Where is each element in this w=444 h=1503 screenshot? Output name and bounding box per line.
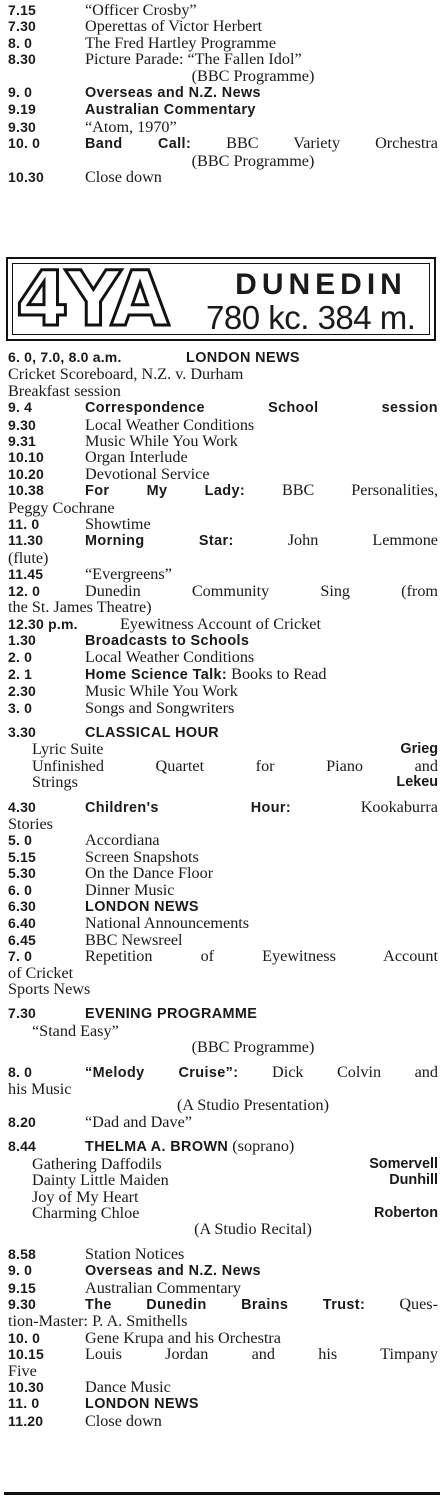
listing-entry <box>8 349 438 366</box>
time: 8.30 <box>8 51 37 68</box>
listing-entry <box>8 1330 438 1346</box>
programme-continued: Stories <box>8 814 53 833</box>
work-row <box>8 774 438 790</box>
programme-continued: his Music <box>8 1080 72 1099</box>
listing-entry <box>8 18 438 34</box>
previous-station-listings <box>8 2 438 185</box>
time: 9.30 <box>8 416 37 433</box>
listing-entry <box>8 466 438 482</box>
time: 12.30 p.m. <box>8 615 78 632</box>
programme-continued: Sports News <box>8 980 91 999</box>
programme-note: (BBC Programme) <box>191 66 315 85</box>
listing-entry <box>8 683 438 699</box>
programme: On the Dance Floor <box>85 864 214 883</box>
time: 5.30 <box>8 865 37 882</box>
time: 11. 0 <box>8 1395 40 1412</box>
time: 7.30 <box>8 18 37 35</box>
programme-title: Morning Star: <box>85 533 234 550</box>
programme: Ques- <box>399 1294 438 1313</box>
listing-entry <box>8 632 438 649</box>
listing-entry <box>8 84 438 101</box>
programme: BBC Variety Orchestra <box>226 134 438 153</box>
listing-entry <box>8 1246 438 1262</box>
programme-continued: (flute) <box>8 548 49 567</box>
listing-entry <box>8 865 438 881</box>
programme-title: LONDON NEWS <box>85 899 199 915</box>
programme: “Officer Crosby” <box>85 1 197 19</box>
listing-entry <box>8 1379 438 1395</box>
composer: Lekeu <box>396 774 438 791</box>
time: 6.45 <box>8 931 37 948</box>
time: 11.20 <box>8 1412 44 1429</box>
programme-continued: tion-Master: P. A. Smithells <box>8 1312 188 1331</box>
programme: Picture Parade: “The Fallen Idol” <box>85 50 302 69</box>
listing-entry <box>8 1413 438 1429</box>
listing-entry <box>8 135 438 169</box>
column-end-rule <box>4 1492 440 1495</box>
programme-title: Broadcasts to Schools <box>85 632 250 649</box>
programme-title: CLASSICAL HOUR <box>85 724 220 741</box>
programme: Close down <box>85 168 162 187</box>
time: 10.15 <box>8 1346 45 1363</box>
time: 7.15 <box>8 2 37 18</box>
listing-entry <box>8 932 438 948</box>
programme: The Fred Hartley Programme <box>85 33 277 52</box>
programme: Dance Music <box>85 1377 171 1396</box>
time: 10.38 <box>8 482 45 499</box>
time: 10.20 <box>8 465 45 482</box>
listing-entry <box>8 1296 438 1330</box>
programme: Louis Jordan and his Timpany <box>85 1345 438 1364</box>
work-title: Lyric Suite <box>32 740 104 759</box>
listing-entry <box>8 1395 438 1412</box>
time: 4.30 <box>8 798 37 815</box>
programme: Songs and Songwriters <box>85 698 235 717</box>
time: 12. 0 <box>8 582 41 599</box>
station-frequency: 780 kc. 384 m. <box>206 299 416 336</box>
composer: Grieg <box>400 741 438 758</box>
work-row <box>8 758 438 774</box>
programme: Dunedin Community Sing (from <box>85 581 438 600</box>
listing-entry <box>8 1280 438 1296</box>
time: 6.30 <box>8 898 37 914</box>
time: 11. 0 <box>8 516 40 533</box>
programme-title: Home Science Talk: <box>85 666 228 683</box>
listing-entry <box>8 1346 438 1379</box>
listing-entry <box>8 832 438 848</box>
programme-note: (BBC Programme) <box>191 151 315 170</box>
time: 10.30 <box>8 169 45 186</box>
programme: Devotional Service <box>85 464 210 483</box>
listing-entry <box>8 119 438 135</box>
programme-title: Australian Commentary <box>85 102 256 119</box>
time: 6.40 <box>8 915 37 932</box>
time: 9.30 <box>8 118 37 135</box>
programme: Gene Krupa and his Orchestra <box>85 1328 281 1347</box>
time: 5.15 <box>8 848 37 865</box>
work-row <box>8 741 438 757</box>
programme-continued: the St. James Theatre) <box>8 598 152 617</box>
programme: Music While You Work <box>85 432 238 451</box>
programme: John Lemmone <box>287 531 438 550</box>
listing-entry <box>8 948 438 997</box>
programme-continued: of Cricket <box>8 963 74 982</box>
time: 6. 0 <box>8 881 33 898</box>
listing-entry <box>8 516 438 532</box>
programme: BBC Newsreel <box>85 930 183 949</box>
time: 2. 0 <box>8 649 33 666</box>
programme: “Evergreens” <box>85 565 172 584</box>
listing-entry <box>8 1114 438 1130</box>
work-title: Gathering Daffodils <box>32 1154 162 1173</box>
time: 8. 0 <box>8 1063 33 1080</box>
listing-entry <box>8 799 438 833</box>
work-title: Dainty Little Maiden <box>32 1171 169 1190</box>
work-row <box>8 1156 438 1172</box>
listing-entry <box>8 666 438 683</box>
programme-title: Children's Hour: <box>85 799 292 816</box>
time: 8.44 <box>8 1138 37 1155</box>
programme: Dinner Music <box>85 880 175 899</box>
listing-entry <box>8 169 438 185</box>
programme-title: Overseas and N.Z. News <box>85 1263 261 1280</box>
programme-note: (A Studio Presentation) <box>177 1096 329 1115</box>
work-title: Unfinished Quartet for Piano and <box>32 756 438 775</box>
listing-entry <box>8 915 438 931</box>
station-city: DUNEDIN <box>235 268 407 301</box>
programme: Breakfast session <box>8 381 121 400</box>
time: 3.30 <box>8 723 37 740</box>
programme: Operettas of Victor Herbert <box>85 17 263 36</box>
listing-entry <box>8 399 438 416</box>
time: 2.30 <box>8 683 37 700</box>
listing-entry <box>8 417 438 433</box>
programme: Showtime <box>85 515 151 534</box>
programme-note: (BBC Programme) <box>191 1038 315 1057</box>
programme: “Atom, 1970” <box>85 117 177 136</box>
time: 8. 0 <box>8 34 33 51</box>
listing-entry <box>8 724 438 791</box>
listing-entry <box>8 1262 438 1279</box>
programme: Dick Colvin and <box>272 1062 438 1081</box>
programme-note: (A Studio Recital) <box>194 1220 312 1239</box>
work-row <box>8 1172 438 1188</box>
programme: Kookaburra <box>360 797 438 816</box>
listing-entry <box>8 532 438 566</box>
listing-entry <box>8 1138 438 1237</box>
listing-entry <box>8 583 438 616</box>
listing-entry <box>8 366 438 382</box>
work-title: Strings <box>32 773 78 792</box>
time: 9.31 <box>8 433 37 450</box>
time: 10.30 <box>8 1378 45 1395</box>
programme-title: Correspondence School session <box>85 400 438 417</box>
programme: Local Weather Conditions <box>85 415 255 434</box>
time: 10. 0 <box>8 1329 41 1346</box>
listing-entry <box>8 35 438 51</box>
time: 6. 0, 7.0, 8.0 a.m. <box>8 349 122 365</box>
time: 11.30 <box>8 532 44 549</box>
listing-entry <box>8 383 438 399</box>
listing-entry <box>8 101 438 118</box>
listing-entry <box>8 898 438 915</box>
programme: Repetition of Eyewitness Account <box>85 947 438 966</box>
programme: Accordiana <box>85 831 160 850</box>
programme-title: Overseas and N.Z. News <box>85 85 261 102</box>
work-row <box>8 1205 438 1221</box>
programme: Station Notices <box>85 1244 185 1263</box>
work-title: Joy of My Heart <box>32 1187 139 1206</box>
listing-entry <box>8 2 438 18</box>
programme-title: The Dunedin Brains Trust: <box>85 1296 366 1313</box>
listing-entry <box>8 433 438 449</box>
composer: Somervell <box>369 1155 438 1172</box>
time: 7. 0 <box>8 948 33 965</box>
programme: (soprano) <box>232 1137 295 1156</box>
time: 7.30 <box>8 1005 37 1022</box>
listing-entry <box>8 1064 438 1114</box>
programme-title: “Melody Cruise”: <box>85 1064 239 1081</box>
time: 5. 0 <box>8 832 33 849</box>
time: 11.45 <box>8 566 44 583</box>
time: 9. 4 <box>8 399 33 416</box>
time: 10.10 <box>8 449 45 466</box>
listing-entry <box>8 649 438 665</box>
time: 1.30 <box>8 631 37 648</box>
time: 9. 0 <box>8 84 33 101</box>
time: 9.30 <box>8 1295 37 1312</box>
programme: Organ Interlude <box>85 448 188 467</box>
listing-entry <box>8 566 438 582</box>
station-banner <box>6 254 436 343</box>
programme-title: LONDON NEWS <box>85 1396 199 1413</box>
programme: National Announcements <box>85 914 250 933</box>
programme-title: LONDON NEWS <box>186 350 300 366</box>
programme: “Dad and Dave” <box>85 1112 192 1131</box>
station-listings <box>8 349 438 1429</box>
programme: BBC Personalities, <box>281 481 438 500</box>
work-title: Charming Chloe <box>32 1203 140 1222</box>
listing-entry <box>8 51 438 84</box>
programme-continued: Peggy Cochrane <box>8 498 115 517</box>
time: 3. 0 <box>8 699 33 716</box>
listing-entry <box>8 700 438 716</box>
programme: Music While You Work <box>85 682 238 701</box>
listing-entry <box>8 449 438 465</box>
programme: Local Weather Conditions <box>85 648 255 667</box>
programme-title: Band Call: <box>85 136 192 153</box>
time: 2. 1 <box>8 665 33 682</box>
time: 8.20 <box>8 1113 37 1130</box>
listing-entry <box>8 1005 438 1055</box>
programme: Eyewitness Account of Cricket <box>120 614 321 633</box>
time: 9. 0 <box>8 1262 33 1279</box>
work-row <box>8 1189 438 1205</box>
time: 10. 0 <box>8 135 41 152</box>
programme: “Stand Easy” <box>32 1021 119 1040</box>
programme: Books to Read <box>231 664 327 683</box>
listing-entry <box>8 482 438 516</box>
programme-continued: Five <box>8 1361 37 1380</box>
composer: Dunhill <box>389 1172 438 1189</box>
listing-entry <box>8 849 438 865</box>
time: 9.15 <box>8 1279 37 1296</box>
programme: Cricket Scoreboard, N.Z. v. Durham <box>8 365 244 384</box>
listing-entry <box>8 616 438 632</box>
station-callsign: 4YA <box>16 254 167 343</box>
time: 9.19 <box>8 101 37 118</box>
programme: Australian Commentary <box>85 1278 241 1297</box>
programme-title: THELMA A. BROWN <box>85 1139 229 1156</box>
programme: Screen Snapshots <box>85 847 199 866</box>
programme-title: For My Lady: <box>85 483 246 500</box>
listing-entry <box>8 882 438 898</box>
programme-title: EVENING PROGRAMME <box>85 1006 258 1023</box>
time: 8.58 <box>8 1245 37 1262</box>
programme: Close down <box>85 1411 162 1430</box>
composer: Roberton <box>374 1204 438 1221</box>
